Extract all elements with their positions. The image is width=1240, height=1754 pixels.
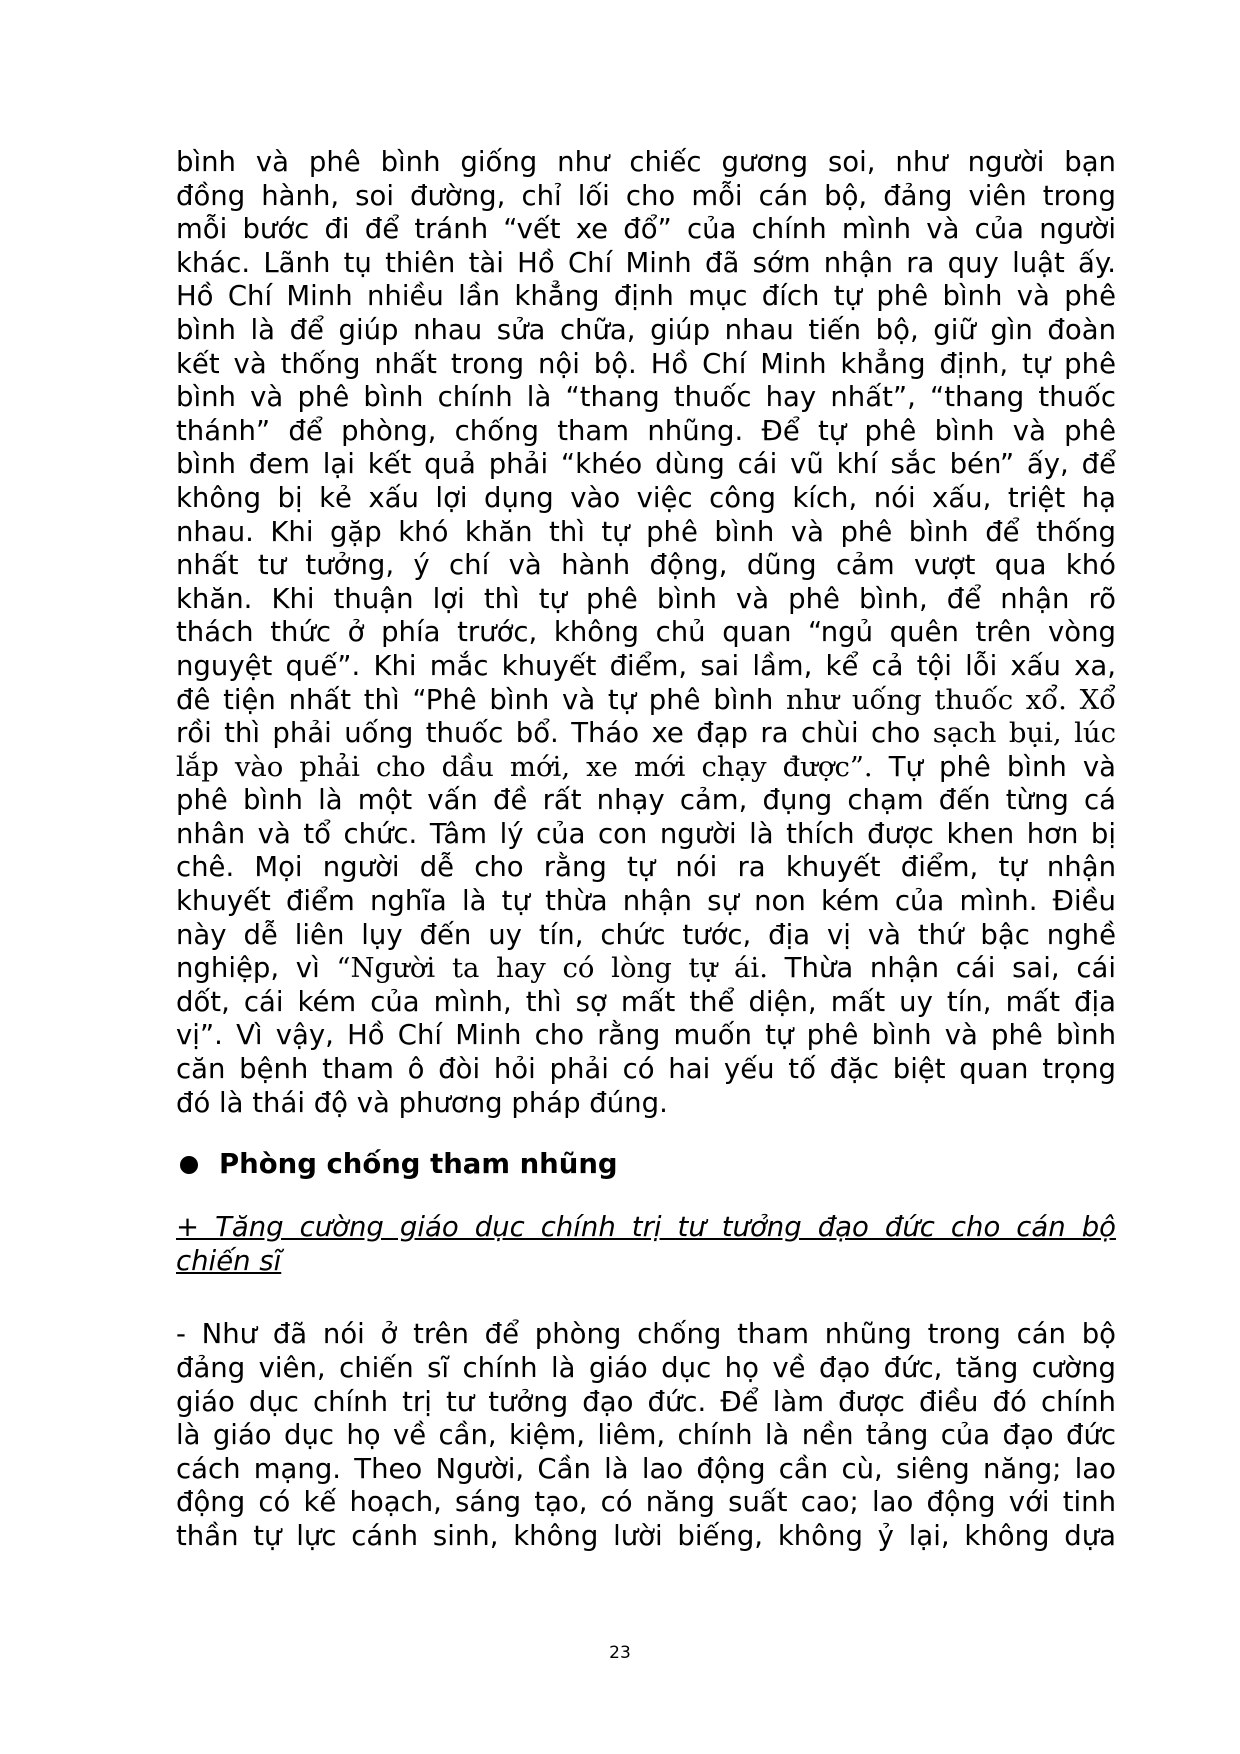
text-line: mỗi bước đi để tránh “vết xe đổ” của chính mình và của người	[176, 213, 1116, 246]
text-line: khác. Lãnh tụ thiên tài Hồ Chí Minh đã sớm nhận ra quy luật ấy.	[176, 246, 1116, 279]
paragraph-1	[176, 146, 1116, 1120]
text-line: đảng viên, chiến sĩ chính là giáo dục họ về đạo đức, tăng cường	[176, 1352, 1116, 1384]
text-line: thần tự lực cánh sinh, không lười biếng, không ỷ lại, không dựa	[176, 1519, 1116, 1552]
page-content	[176, 146, 1116, 1554]
text-line: đó là thái độ và phương pháp đúng.	[176, 1086, 668, 1119]
bullet-icon	[180, 1156, 198, 1174]
text-segment: nghiệp, vì	[176, 952, 337, 985]
text-line-mixed	[176, 952, 1116, 986]
text-line: nhất tư tưởng, ý chí và hành động, dũng cảm vượt qua khó	[176, 549, 1116, 582]
text-line: dốt, cái kém của mình, thì sợ mất thể diện, mất uy tín, mất địa	[176, 985, 1116, 1018]
text-line: chê. Mọi người dễ cho rằng tự nói ra khuyết điểm, tự nhận	[176, 851, 1116, 884]
text-line: bình và phê bình chính là “thang thuốc hay nhất”, “thang thuốc	[176, 381, 1116, 414]
page-number: 23	[609, 1643, 631, 1663]
text-line: bình đem lại kết quả phải “khéo dùng cái vũ khí sắc bén” ấy, để	[176, 448, 1116, 481]
text-line: thách thức ở phía trước, không chủ quan “ngủ quên trên vòng	[176, 616, 1116, 649]
subheading-line: chiến sĩ	[176, 1244, 282, 1277]
text-segment: Tự phê bình và	[872, 750, 1116, 783]
section-heading	[176, 1145, 1116, 1185]
text-line: - Như đã nói ở trên để phòng chống tham nhũng trong cán bộ	[176, 1318, 1116, 1351]
subsection-heading	[176, 1211, 1116, 1278]
text-line: khăn. Khi thuận lợi thì tự phê bình và phê bình, để nhận rõ	[176, 582, 1116, 615]
text-line-mixed	[176, 684, 1116, 718]
text-line: vị”. Vì vậy, Hồ Chí Minh cho rằng muốn tự phê bình và phê bình	[176, 1019, 1116, 1052]
text-line: cách mạng. Theo Người, Cần là lao động cần cù, siêng năng; lao	[176, 1452, 1116, 1485]
text-segment: rồi thì phải uống thuốc bổ. Tháo xe đạp ra chùi cho	[176, 717, 933, 750]
text-line: Hồ Chí Minh nhiều lần khẳng định mục đích tự phê bình và phê	[176, 280, 1116, 313]
text-line: không bị kẻ xấu lợi dụng vào việc công kích, nói xấu, triệt hạ	[176, 481, 1116, 514]
text-line: thánh” để phòng, chống tham nhũng. Để tự phê bình và phê	[176, 414, 1116, 447]
paragraph-2	[176, 1318, 1116, 1553]
text-line-mixed	[176, 751, 1116, 785]
text-line: nguyệt quế”. Khi mắc khuyết điểm, sai lầm, kể cả tội lỗi xấu xa,	[176, 649, 1116, 682]
text-line: kết và thống nhất trong nội bộ. Hồ Chí Minh khẳng định, tự phê	[176, 347, 1116, 380]
text-line: nhân và tổ chức. Tâm lý của con người là thích được khen hơn bị	[176, 817, 1116, 850]
text-line: căn bệnh tham ô đòi hỏi phải có hai yếu tố đặc biệt quan trọng	[176, 1053, 1116, 1086]
text-segment: Thừa nhận cái sai, cái	[767, 952, 1116, 985]
text-line: là giáo dục họ về cần, kiệm, liêm, chính là nền tảng của đạo đức	[176, 1419, 1116, 1452]
text-line: đồng hành, soi đường, chỉ lối cho mỗi cán bộ, đảng viên trong	[176, 179, 1116, 212]
text-segment: đê tiện nhất thì “Phê bình và tự phê bình	[176, 683, 786, 716]
text-line: động có kế hoạch, sáng tạo, có năng suất cao; lao động với tinh	[176, 1486, 1116, 1519]
section-heading-text: Phòng chống tham nhũng	[219, 1148, 618, 1181]
text-line: giáo dục chính trị tư tưởng đạo đức. Để làm được điều đó chính	[176, 1385, 1116, 1418]
text-line: này dễ liên lụy đến uy tín, chức tước, địa vị và thứ bậc nghề	[176, 918, 1116, 951]
text-line: bình và phê bình giống như chiếc gương soi, như người bạn	[176, 146, 1116, 178]
quote-segment: sạch bụi, lúc	[932, 717, 1116, 750]
text-line: bình là để giúp nhau sửa chữa, giúp nhau tiến bộ, giữ gìn đoàn	[176, 313, 1116, 346]
quote-segment: “Người ta hay có lòng tự ái.	[336, 952, 768, 985]
quote-segment: lắp vào phải cho dầu mới, xe mới chạy được”.	[176, 750, 873, 783]
subheading-line: + Tăng cường giáo dục chính trị tư tưởng đạo đức cho cán bộ	[176, 1211, 1116, 1244]
text-line: nhau. Khi gặp khó khăn thì tự phê bình và phê bình để thống	[176, 515, 1116, 548]
quote-segment: như uống thuốc xổ. Xổ	[785, 683, 1116, 716]
text-line: khuyết điểm nghĩa là tự thừa nhận sự non kém của mình. Điều	[176, 885, 1116, 918]
text-line: phê bình là một vấn đề rất nhạy cảm, đụng chạm đến từng cá	[176, 784, 1116, 817]
text-line-mixed	[176, 717, 1116, 751]
